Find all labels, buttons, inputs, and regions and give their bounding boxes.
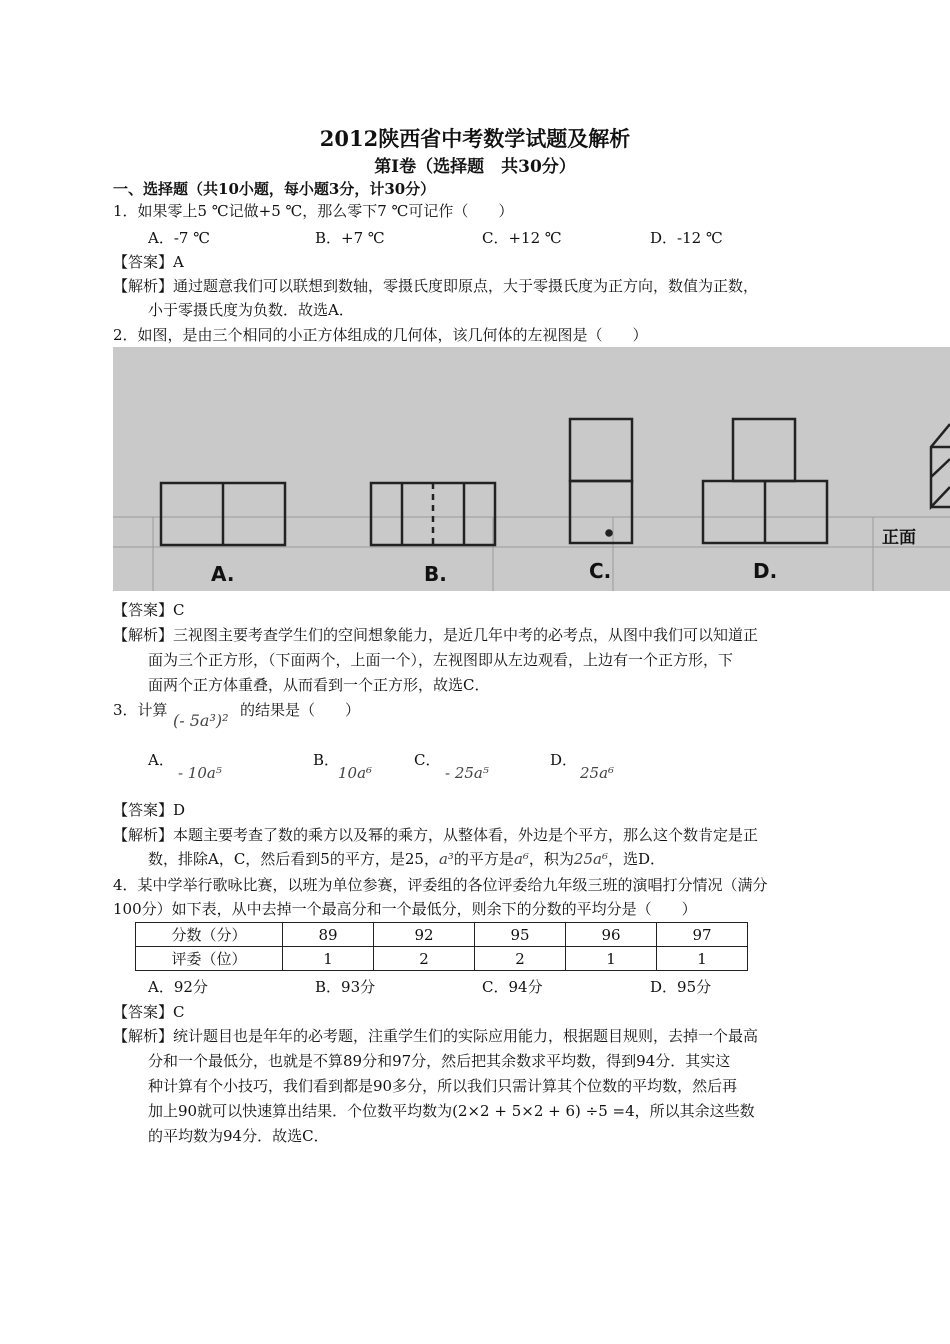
q1-stem: 1．如果零上5 ℃记做+5 ℃，那么零下7 ℃可记作（ ） (113, 202, 514, 220)
table-cell: 89 (283, 923, 374, 947)
q4-analysis-text-a: 加上90就可以快速算出结果．个位数平均数为 (148, 1102, 453, 1120)
q4-analysis-line-4 (148, 1100, 755, 1122)
q2-analysis-line-2: 面为三个正方形，（下面两个，上面一个），左视图即从左边观看，上边有一个正方形，下 (148, 651, 734, 669)
q3-stem-prefix: 3．计算 (113, 701, 168, 719)
q2-analysis-line-3: 面两个正方体重叠，从而看到一个正方形，故选C． (148, 676, 490, 694)
q4-option-a: A．92分 (148, 978, 208, 996)
q1-option-a: A．-7 ℃ (148, 229, 210, 247)
q3-analysis-text-a: 数，排除A，C，然后看到5的平方，是25， (148, 850, 439, 868)
q3-option-a-letter: A． (148, 751, 174, 769)
q3-option-d-value: 25a⁶ (580, 764, 615, 782)
q4-analysis-line-5: 的平均数为94分．故选C． (148, 1127, 329, 1145)
table-cell: 1 (566, 947, 657, 971)
q3-analysis-text-c: ，积为 (528, 850, 574, 868)
q4-option-b: B．93分 (315, 978, 376, 996)
q3-option-c-value: - 25a⁵ (445, 764, 489, 782)
table-row (136, 923, 748, 947)
section-heading: 一、选择题（共10小题，每小题3分，计30分） (113, 180, 436, 198)
figure-label-c: C. (589, 559, 612, 583)
table-cell: 1 (283, 947, 374, 971)
three-view-drawing (113, 347, 950, 591)
figure-label-b: B. (424, 562, 447, 586)
q2-analysis-line-1: 【解析】三视图主要考查学生们的空间想象能力，是近几年中考的必考点，从图中我们可以知道正 (113, 626, 759, 644)
page-title: 2012陕西省中考数学试题及解析 (319, 126, 631, 151)
q1-analysis-line-1: 【解析】通过题意我们可以联想到数轴，零摄氏度即原点，大于零摄氏度为正方向，数值为正数， (113, 277, 759, 295)
table-row (136, 947, 748, 971)
score-table (135, 922, 748, 971)
q3-answer: 【答案】D (113, 801, 186, 819)
table-cell: 96 (566, 923, 657, 947)
q3-expression: (- 5a³)² (173, 711, 229, 730)
q4-analysis-text-b: ，所以其余这些数 (634, 1102, 755, 1120)
q1-option-d: D．-12 ℃ (650, 229, 723, 247)
table-cell: 2 (475, 947, 566, 971)
q4-stem-line-2: 100分）如下表，从中去掉一个最高分和一个最低分，则余下的分数的平均分是（ ） (113, 900, 697, 918)
q3-option-a-value: - 10a⁵ (178, 764, 222, 782)
q3-analysis-text-d: ，选D． (607, 850, 665, 868)
q3-analysis-line-1: 【解析】本题主要考查了数的乘方以及幂的乘方，从整体看，外边是个平方，那么这个数肯定是正 (113, 826, 759, 844)
q3-analysis-math-25a6: 25a⁶ (573, 850, 608, 868)
q1-analysis-line-2: 小于零摄氏度为负数．故选A． (148, 301, 354, 319)
part-subtitle: 第Ⅰ卷（选择题 共30分） (374, 157, 576, 177)
table-cell: 92 (374, 923, 475, 947)
three-view-figure (113, 347, 950, 591)
q3-stem-suffix: 的结果是（ ） (240, 701, 361, 719)
q1-answer: 【答案】A (113, 253, 184, 271)
q3-analysis-math-a3: a³ (438, 850, 454, 868)
table-cell: 97 (657, 923, 748, 947)
table-cell: 95 (475, 923, 566, 947)
q1-option-c: C．+12 ℃ (482, 229, 562, 247)
q3-option-b-letter: B． (313, 751, 340, 769)
q3-option-b-value: 10a⁶ (338, 764, 373, 782)
table-cell: 分数（分） (136, 923, 283, 947)
table-cell: 2 (374, 947, 475, 971)
figure-label-front: 正面 (882, 528, 916, 548)
q3-option-c-letter: C． (414, 751, 441, 769)
q2-answer: 【答案】C (113, 601, 185, 619)
table-cell: 评委（位） (136, 947, 283, 971)
q4-option-c: C．94分 (482, 978, 543, 996)
q3-option-d-letter: D． (550, 751, 578, 769)
q4-answer: 【答案】C (113, 1003, 185, 1021)
q4-analysis-line-3: 种计算有个小技巧，我们看到都是90多分，所以我们只需计算其个位数的平均数，然后再 (148, 1077, 738, 1095)
q4-stem-line-1: 4．某中学举行歌咏比赛，以班为单位参赛，评委组的各位评委给九年级三班的演唱打分情况（满分 (113, 876, 768, 894)
q4-analysis-formula: (2×2 + 5×2 + 6) ÷5 =4 (452, 1102, 635, 1120)
figure-label-d: D. (753, 559, 778, 583)
q2-stem: 2．如图，是由三个相同的小正方体组成的几何体，该几何体的左视图是（ ） (113, 326, 648, 344)
q4-option-d: D．95分 (650, 978, 712, 996)
q4-analysis-line-2: 分和一个最低分，也就是不算89分和97分，然后把其余数求平均数，得到94分．其实这 (148, 1052, 731, 1070)
q3-analysis-line-2 (148, 848, 665, 870)
q3-analysis-math-a6: a⁶ (513, 850, 529, 868)
q3-analysis-text-b: 的平方是 (453, 850, 514, 868)
table-cell: 1 (657, 947, 748, 971)
q1-option-b: B．+7 ℃ (315, 229, 385, 247)
figure-label-a: A. (211, 562, 235, 586)
q4-analysis-line-1: 【解析】统计题目也是年年的必考题，注重学生们的实际应用能力，根据题目规则，去掉一个最高 (113, 1027, 759, 1045)
